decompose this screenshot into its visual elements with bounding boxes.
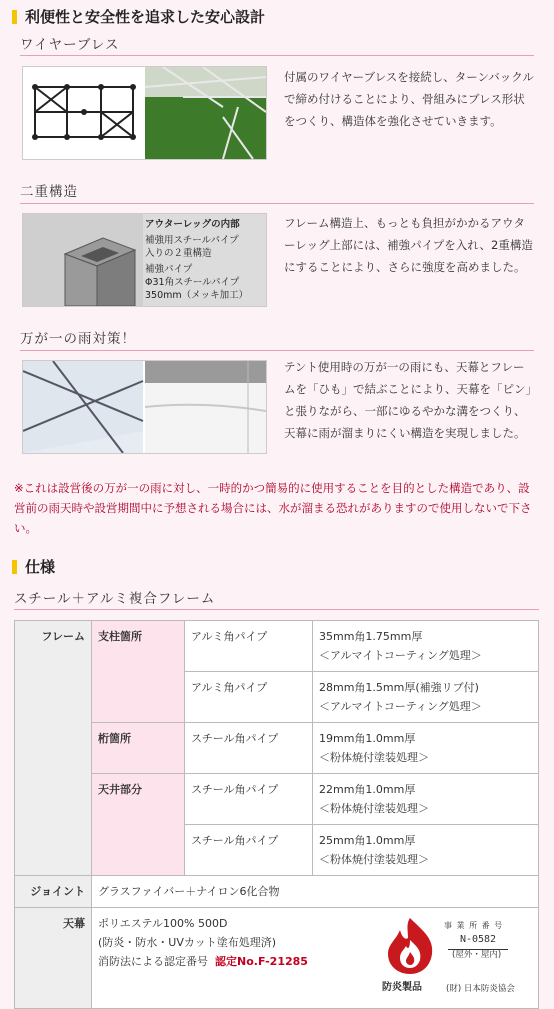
- office-no: N-0582: [448, 930, 508, 950]
- caption-line: Φ31角スチールパイプ: [145, 277, 240, 288]
- part-label: 天井部分: [92, 774, 185, 876]
- mark-text: 防炎製品: [382, 982, 422, 993]
- title-bullet-icon: [12, 560, 17, 574]
- frame-label: フレーム: [15, 621, 92, 876]
- canopy-line: 消防法による認定番号 認定No.F-21285: [98, 955, 308, 968]
- size-cell: 19mm角1.0mm厚 ＜粉体焼付塗装処理＞: [313, 723, 539, 774]
- section-title-text: 仕様: [25, 558, 56, 576]
- feature-title-rain: 万が一の雨対策！: [20, 331, 136, 347]
- section-title-text: 利便性と安全性を追求した安心設計: [25, 8, 266, 26]
- feature-title-wire-brace: ワイヤーブレス: [20, 37, 120, 53]
- canopy-label: 天幕: [15, 908, 92, 1009]
- canopy-line: ポリエステル100% 500D: [98, 917, 228, 930]
- table-row: [15, 774, 539, 825]
- feature-text-double-structure: フレーム構造上、もっとも負担がかかるアウターレッグ上部には、補強パイプを入れ、2重構造にすることにより、さらに強度を高めました。: [284, 216, 533, 274]
- rain-image: [22, 360, 267, 454]
- feature-text-rain: テント使用時の万が一の雨にも、天幕とフレームを「ひも」で結ぶことにより、天幕を「ピン」と張りながら、一部にゆるやかな溝をつくり、天幕に雨が溜まりにくい構造を実現しました。: [284, 360, 532, 440]
- frame-type: スチール＋アルミ複合フレーム: [14, 591, 216, 607]
- table-row: [15, 723, 539, 774]
- table-row: [15, 876, 539, 908]
- rain-illustration: [23, 361, 266, 453]
- divider: [14, 609, 539, 610]
- material-cell: スチール角パイプ: [185, 774, 313, 825]
- part-label: 支柱箇所: [92, 621, 185, 723]
- divider: [20, 203, 534, 204]
- office-no-label: 事 業 所 番 号: [444, 921, 504, 930]
- double-structure-image: [22, 213, 267, 307]
- material-cell: アルミ角パイプ: [185, 672, 313, 723]
- divider: [20, 350, 534, 351]
- location-text: (屋外・屋内): [452, 950, 502, 960]
- caption-line: 補強パイプ: [145, 264, 193, 275]
- fire-retardant-label: [382, 914, 515, 1000]
- title-bullet-icon: [12, 10, 17, 24]
- canopy-line: (防炎・防水・UVカット塗布処理済): [98, 936, 277, 949]
- caution-note: ※これは設営後の万が一の雨に対し、一時的かつ簡易的に使用することを目的とした構造であり、設営前の雨天時や設営期間中に予想される場合には、水が溜まる恐れがありますので使用しないで下さい。: [14, 481, 532, 535]
- table-row: [15, 908, 539, 1009]
- caption-title: アウターレッグの内部: [145, 219, 240, 230]
- size-cell: 25mm角1.0mm厚 ＜粉体焼付塗装処理＞: [313, 825, 539, 876]
- feature-text-wire-brace: 付属のワイヤーブレスを接続し、ターンバックルで締め付けることにより、骨組みにブレス形状をつくり、構造体を強化させていきます。: [284, 70, 534, 128]
- joint-value: グラスファイバー＋ナイロン6化合物: [92, 876, 539, 908]
- wire-brace-illustration: [23, 67, 266, 159]
- org-text: (財) 日本防炎協会: [446, 984, 515, 994]
- caption-line: 入りの２重構造: [145, 248, 212, 259]
- size-cell: 28mm角1.5mm厚(補強リブ付) ＜アルマイトコーティング処理＞: [313, 672, 539, 723]
- material-cell: スチール角パイプ: [185, 825, 313, 876]
- size-cell: 35mm角1.75mm厚 ＜アルマイトコーティング処理＞: [313, 621, 539, 672]
- cert-number: 認定No.F-21285: [215, 955, 308, 968]
- feature-title-double-structure: 二重構造: [20, 184, 78, 200]
- table-row: [15, 621, 539, 672]
- divider: [20, 55, 534, 56]
- section-title-safety: [12, 6, 265, 27]
- material-cell: アルミ角パイプ: [185, 621, 313, 672]
- flame-icon: [382, 916, 438, 976]
- wire-brace-image: [22, 66, 267, 160]
- part-label: 桁箇所: [92, 723, 185, 774]
- size-cell: 22mm角1.0mm厚 ＜粉体焼付塗装処理＞: [313, 774, 539, 825]
- section-title-spec: [12, 556, 55, 577]
- spec-table: [14, 620, 539, 1009]
- joint-label: ジョイント: [15, 876, 92, 908]
- caption-line: 補強用スチールパイプ: [145, 235, 239, 246]
- material-cell: スチール角パイプ: [185, 723, 313, 774]
- caption-line: 350mm（メッキ加工）: [145, 290, 249, 301]
- canopy-value: [92, 908, 539, 1009]
